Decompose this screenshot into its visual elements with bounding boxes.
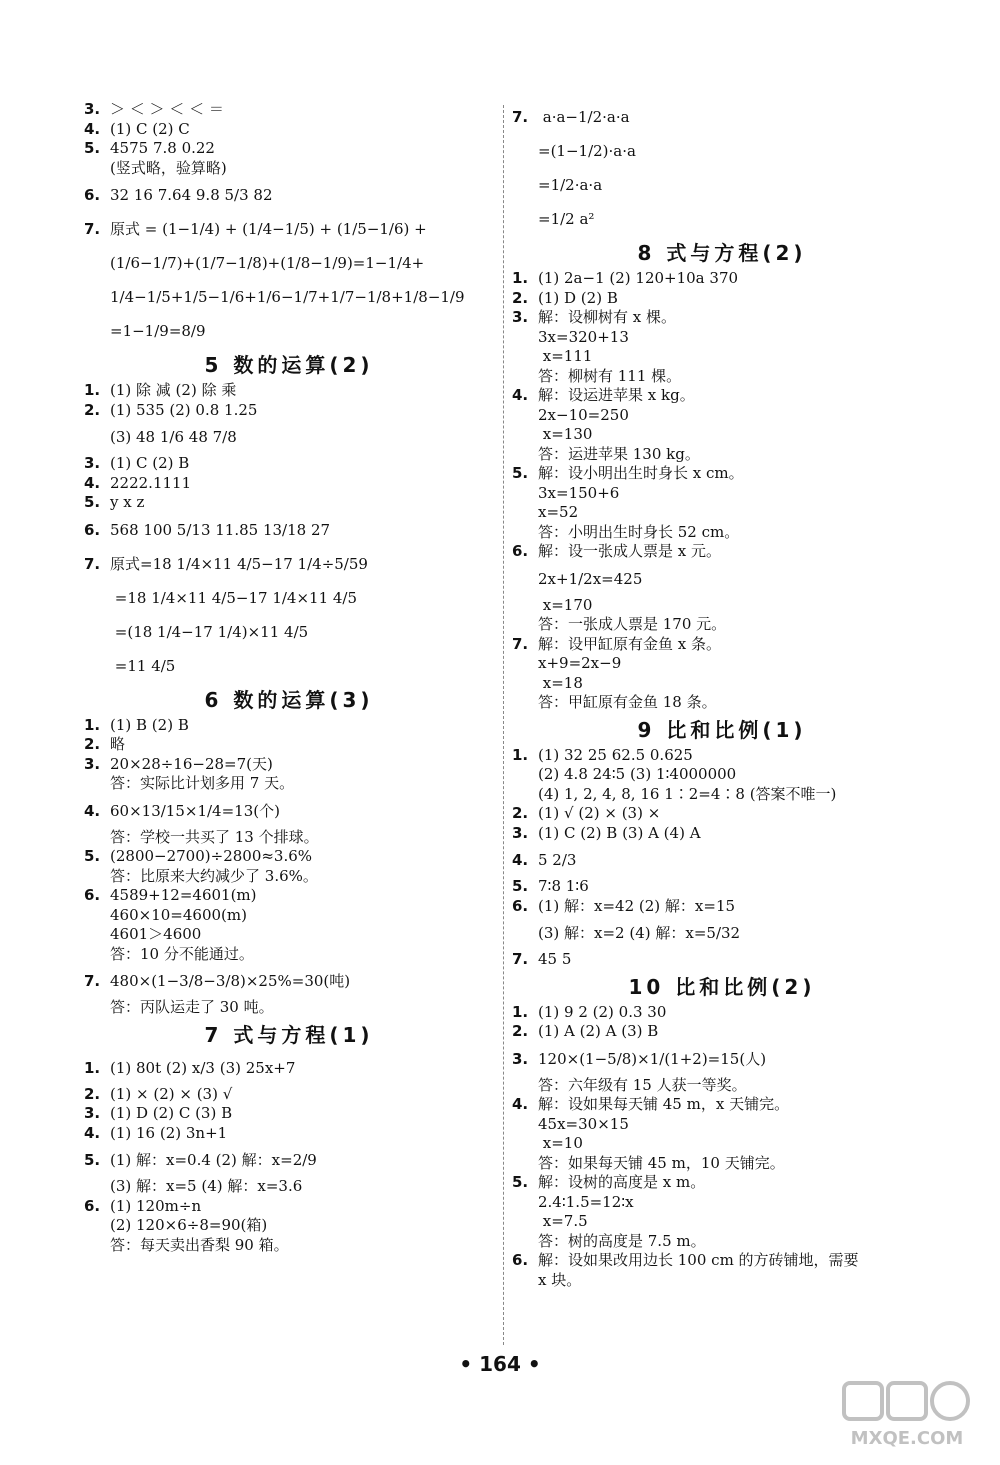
item-number: 4. — [84, 119, 101, 138]
item-number: 4. — [84, 1123, 101, 1142]
answer-continuation — [512, 1115, 932, 1135]
answer-item — [84, 212, 494, 246]
answer-item — [84, 735, 494, 755]
answer-continuation — [84, 867, 494, 887]
section-heading: 7 式与方程(1) — [204, 1022, 374, 1047]
answer-text: 答：六年级有 15 人获一等奖。 — [538, 1075, 747, 1094]
answer-item — [512, 1042, 932, 1076]
answer-continuation — [84, 1236, 494, 1256]
answer-text: 答：一张成人票是 170 元。 — [538, 615, 727, 633]
item-number: 4. — [84, 473, 101, 492]
answer-item — [84, 886, 494, 906]
page-number: • 164 • — [459, 1352, 541, 1376]
answer-continuation — [512, 1154, 932, 1174]
answer-text: 60×13/15×1/4=13(个) — [110, 801, 280, 820]
answer-item — [84, 139, 494, 159]
item-number: 2. — [512, 288, 529, 307]
answer-text: x=10 — [538, 1134, 583, 1152]
answer-continuation — [512, 406, 932, 426]
item-number: 3. — [84, 454, 101, 472]
answer-text: (竖式略，验算略) — [110, 158, 227, 177]
answer-item — [84, 120, 494, 140]
item-number: 3. — [512, 1049, 529, 1068]
answer-item — [84, 100, 494, 120]
answer-continuation — [512, 916, 932, 950]
answer-continuation — [512, 1134, 932, 1154]
answer-continuation — [512, 1271, 932, 1291]
item-number: 6. — [84, 1196, 101, 1215]
answer-continuation — [512, 1193, 932, 1213]
item-number: 6. — [84, 886, 101, 904]
section-heading: 5 数的运算(2) — [204, 353, 374, 377]
item-number: 1. — [512, 745, 529, 764]
answer-text: 略 — [110, 735, 126, 753]
answer-text: 4589+12=4601(m) — [110, 886, 257, 904]
item-number: 4. — [512, 1095, 529, 1113]
answer-item — [512, 1251, 932, 1271]
answer-text: (1) 16 (2) 3n+1 — [110, 1123, 228, 1142]
answer-text: (1) C (2) B — [110, 454, 190, 472]
answer-item — [512, 542, 932, 562]
item-number: 7. — [512, 108, 529, 126]
answer-text: 568 100 5/13 11.85 13/18 27 — [110, 520, 331, 539]
answer-item — [512, 950, 932, 970]
answer-text: (1) A (2) A (3) B — [538, 1022, 659, 1040]
item-number: 7. — [84, 972, 101, 990]
item-number: 3. — [84, 754, 101, 773]
answer-continuation — [84, 615, 494, 649]
answer-text: (3) 48 1/6 48 7/8 — [110, 428, 237, 446]
answer-continuation — [512, 615, 932, 635]
item-number: 2. — [512, 804, 529, 822]
answer-item — [512, 877, 932, 897]
answer-text: 3x=150+6 — [538, 483, 620, 502]
answer-text: (1) 解：x=0.4 (2) 解：x=2/9 — [110, 1151, 317, 1169]
answer-text: (2) 4.8 24∶5 (3) 1∶4000000 — [538, 765, 737, 783]
answer-continuation — [512, 765, 932, 785]
answer-continuation — [512, 328, 932, 348]
answer-text: (4) 1, 2, 4, 8, 16 1∶2=4∶8 (答案不唯一) — [538, 784, 837, 803]
answer-continuation — [84, 906, 494, 926]
section-heading: 8 式与方程(2) — [637, 241, 807, 265]
answer-continuation — [512, 367, 932, 387]
answer-text: =1/2 a² — [538, 210, 595, 228]
answer-item — [512, 635, 932, 655]
answer-text: =(18 1/4−17 1/4)×11 4/5 — [110, 622, 309, 641]
watermark-logo — [832, 1379, 982, 1451]
item-number: 4. — [84, 801, 101, 820]
item-number: 1. — [84, 381, 101, 399]
answer-text: 480×(1−3/8−3/8)×25%=30(吨) — [110, 972, 351, 990]
answer-text: 32 16 7.64 9.8 5/3 82 — [110, 186, 273, 204]
answer-continuation — [512, 425, 932, 445]
item-number: 5. — [84, 1151, 101, 1169]
answer-item — [512, 746, 932, 766]
item-number: 7. — [84, 220, 101, 238]
item-number: 2. — [84, 1084, 101, 1103]
answer-text: (1) 535 (2) 0.8 1.25 — [110, 400, 258, 419]
answer-text: ＞ ＜ ＞ ＜ ＜ ＝ — [110, 100, 224, 118]
answer-text: 45x=30×15 — [538, 1114, 629, 1133]
answer-text: x 块。 — [538, 1270, 582, 1289]
answer-continuation — [84, 420, 494, 454]
item-number: 1. — [512, 269, 529, 287]
answer-text: (1/6−1/7)+(1/7−1/8)+(1/8−1/9)=1−1/4+ — [110, 254, 425, 272]
answer-continuation — [512, 693, 932, 713]
item-number: 6. — [84, 186, 101, 204]
answer-item — [512, 1095, 932, 1115]
answer-item — [84, 1104, 494, 1124]
answer-continuation — [84, 246, 494, 280]
answer-text: (3) 解：x=2 (4) 解：x=5/32 — [538, 924, 741, 942]
answer-text: 原式 = (1−1/4) + (1/4−1/5) + (1/5−1/6) + — [110, 220, 427, 238]
answer-continuation — [512, 1212, 932, 1232]
answer-text: 答：每天卖出香梨 90 箱。 — [110, 1235, 289, 1254]
item-number: 6. — [512, 896, 529, 915]
answer-text: 解：设运进苹果 x kg。 — [538, 386, 695, 404]
answer-continuation — [84, 581, 494, 615]
answer-text: 5 2/3 — [538, 851, 577, 869]
answer-text: 120×(1−5/8)×1/(1+2)=15(人) — [538, 1049, 767, 1068]
answer-text: x+9=2x−9 — [538, 654, 622, 672]
answer-continuation — [84, 314, 494, 348]
answer-text: x=130 — [538, 425, 593, 443]
answer-text: 45 5 — [538, 950, 572, 968]
answer-continuation — [512, 562, 932, 596]
answer-text: =18 1/4×11 4/5−17 1/4×11 4/5 — [110, 588, 358, 607]
answer-text: y x z — [110, 493, 145, 511]
answer-text: 答：学校一共买了 13 个排球。 — [110, 827, 319, 846]
answer-continuation — [512, 347, 932, 367]
answer-text: =1−1/9=8/9 — [110, 322, 206, 340]
answer-item — [84, 716, 494, 736]
column-divider — [503, 105, 504, 1345]
answer-text: 20×28÷16−28=7(天) — [110, 754, 273, 773]
answer-item — [512, 308, 932, 328]
section-heading: 10 比和比例(2) — [628, 974, 816, 999]
answer-text: (1) 32 25 62.5 0.625 — [538, 745, 693, 764]
answer-continuation — [84, 774, 494, 794]
answer-item — [512, 464, 932, 484]
item-number: 7. — [512, 950, 529, 968]
answer-item — [84, 547, 494, 581]
answer-item — [84, 1124, 494, 1144]
item-number: 6. — [512, 1251, 529, 1269]
answer-item — [512, 100, 932, 134]
answer-text: 460×10=4600(m) — [110, 905, 247, 924]
answer-text: (1) D (2) B — [538, 288, 618, 307]
answer-text: x=52 — [538, 503, 579, 521]
answer-continuation — [84, 998, 494, 1018]
answer-item — [512, 804, 932, 824]
item-number: 5. — [84, 139, 101, 157]
answer-item — [84, 1085, 494, 1105]
answer-continuation — [84, 945, 494, 965]
answer-item — [84, 401, 494, 421]
answer-text: 解：设一张成人票是 x 元。 — [538, 542, 721, 560]
answer-text: (1) B (2) B — [110, 715, 189, 734]
answer-text: 答：比原来大约减少了 3.6%。 — [110, 866, 318, 885]
answer-text: x=170 — [538, 595, 593, 614]
answer-text: 1/4−1/5+1/5−1/6+1/6−1/7+1/7−1/8+1/8−1/9 — [110, 288, 465, 306]
answer-text: 答：10 分不能通过。 — [110, 944, 254, 963]
answer-text: 解：设如果每天铺 45 m，x 天铺完。 — [538, 1095, 790, 1113]
answer-text: 答：丙队运走了 30 吨。 — [110, 998, 274, 1016]
item-number: 5. — [512, 877, 529, 895]
answer-item — [512, 824, 932, 844]
item-number: 2. — [84, 400, 101, 419]
item-number: 5. — [512, 1173, 529, 1191]
answer-text: (1) 2a−1 (2) 120+10a 370 — [538, 269, 739, 287]
answer-text: 答：柳树有 111 棵。 — [538, 366, 682, 385]
answer-continuation — [512, 654, 932, 674]
answer-text: 2x+1/2x=425 — [538, 569, 643, 588]
answer-item — [84, 1051, 494, 1085]
right-column — [512, 100, 932, 1290]
answer-text: (1) 解：x=42 (2) 解：x=15 — [538, 896, 736, 915]
answer-text: (1) 除 减 (2) 除 乘 — [110, 381, 237, 399]
section-heading: 6 数的运算(3) — [204, 687, 374, 712]
answer-item — [512, 843, 932, 877]
answer-continuation — [512, 484, 932, 504]
answer-item — [84, 454, 494, 474]
answer-item — [512, 897, 932, 917]
answer-continuation — [84, 925, 494, 945]
answer-text: 原式=18 1/4×11 4/5−17 1/4÷5/59 — [110, 554, 368, 573]
item-number: 1. — [512, 1002, 529, 1021]
answer-item — [512, 1022, 932, 1042]
answer-item — [84, 755, 494, 775]
item-number: 2. — [512, 1022, 529, 1040]
answer-text: 7∶8 1∶6 — [538, 877, 589, 895]
answer-text: 4575 7.8 0.22 — [110, 139, 215, 157]
item-number: 5. — [84, 847, 101, 865]
answer-text: (1) C (2) C — [110, 119, 190, 138]
answer-text: 2.4∶1.5=12∶x — [538, 1192, 634, 1211]
answer-text: =(1−1/2)·a·a — [538, 142, 636, 160]
item-number: 4. — [512, 851, 529, 869]
answer-text: =1/2·a·a — [538, 176, 603, 194]
answer-text: 答：小明出生时身长 52 cm。 — [538, 522, 740, 541]
answer-text: (1) C (2) B (3) A (4) A — [538, 823, 701, 842]
item-number: 5. — [512, 464, 529, 482]
answer-item — [84, 474, 494, 494]
answer-item — [512, 386, 932, 406]
answer-item — [512, 289, 932, 309]
answer-item — [84, 964, 494, 998]
answer-text: 答：实际比计划多用 7 天。 — [110, 774, 295, 792]
item-number: 3. — [84, 1104, 101, 1122]
answer-continuation — [84, 649, 494, 683]
answer-item — [84, 1143, 494, 1177]
answer-continuation — [84, 159, 494, 179]
answer-text: (1) 120m÷n — [110, 1196, 202, 1215]
item-number: 1. — [84, 1058, 101, 1077]
answer-text: 2222.1111 — [110, 473, 192, 492]
answer-continuation — [84, 1216, 494, 1236]
answer-continuation — [512, 168, 932, 202]
answer-text: 2x−10=250 — [538, 405, 629, 424]
item-number: 5. — [84, 493, 101, 511]
answer-text: (1) 80t (2) x/3 (3) 25x+7 — [110, 1058, 296, 1077]
answer-text: (1) D (2) C (3) B — [110, 1104, 233, 1122]
answer-continuation — [512, 134, 932, 168]
answer-continuation — [512, 202, 932, 236]
answer-continuation — [512, 1076, 932, 1096]
answer-continuation — [84, 280, 494, 314]
answer-text: (2800−2700)÷2800≈3.6% — [110, 847, 313, 865]
answer-continuation — [512, 596, 932, 616]
answer-continuation — [512, 785, 932, 805]
answer-text: (1) √ (2) × (3) × — [538, 804, 661, 822]
item-number: 2. — [84, 735, 101, 753]
answer-continuation — [512, 445, 932, 465]
answer-item — [512, 1173, 932, 1193]
item-number: 1. — [84, 715, 101, 734]
answer-text: 解：设甲缸原有金鱼 x 条。 — [538, 634, 721, 653]
watermark-emblem-icon — [842, 1379, 972, 1423]
left-column — [84, 100, 494, 1255]
answer-text: =11 4/5 — [110, 656, 176, 675]
answer-continuation — [512, 503, 932, 523]
answer-text: 答：如果每天铺 45 m，10 天铺完。 — [538, 1153, 785, 1172]
answer-item — [512, 269, 932, 289]
answer-text: (1) × (2) × (3) √ — [110, 1084, 233, 1103]
answer-text: 答：树的高度是 7.5 m。 — [538, 1231, 706, 1250]
answer-continuation — [84, 1177, 494, 1197]
answer-item — [84, 1197, 494, 1217]
item-number: 3. — [512, 308, 529, 326]
answer-text: (1) 9 2 (2) 0.3 30 — [538, 1002, 667, 1021]
answer-text: x=7.5 — [538, 1212, 588, 1230]
answer-continuation — [84, 828, 494, 848]
answer-text: 4601＞4600 — [110, 925, 202, 943]
answer-item — [84, 847, 494, 867]
item-number: 6. — [84, 520, 101, 539]
answer-text: 解：设小明出生时身长 x cm。 — [538, 464, 744, 482]
answer-continuation — [512, 1232, 932, 1252]
answer-item — [512, 1003, 932, 1023]
answer-item — [84, 513, 494, 547]
item-number: 3. — [84, 100, 101, 118]
answer-text: 答：甲缸原有金鱼 18 条。 — [538, 693, 717, 711]
watermark-text: MXQE.COM — [850, 1428, 964, 1449]
answer-text: x=18 — [538, 673, 583, 692]
answer-item — [84, 381, 494, 401]
answer-item — [84, 493, 494, 513]
answer-item — [84, 178, 494, 212]
answer-continuation — [512, 523, 932, 543]
answer-text: (3) 解：x=5 (4) 解：x=3.6 — [110, 1177, 303, 1195]
answer-text: a·a−1/2·a·a — [538, 108, 630, 126]
item-number: 4. — [512, 386, 529, 404]
answer-text: x=111 — [538, 347, 593, 365]
section-heading: 9 比和比例(1) — [637, 717, 807, 742]
answer-text: (2) 120×6÷8=90(箱) — [110, 1216, 268, 1234]
answer-text: 解：设柳树有 x 棵。 — [538, 308, 676, 326]
answer-text: 答：运进苹果 130 kg。 — [538, 444, 700, 463]
item-number: 7. — [84, 554, 101, 573]
answer-text: 解：设树的高度是 x m。 — [538, 1173, 706, 1191]
item-number: 3. — [512, 823, 529, 842]
item-number: 7. — [512, 634, 529, 653]
answer-text: 3x=320+13 — [538, 327, 629, 346]
item-number: 6. — [512, 542, 529, 560]
answer-text: 解：设如果改用边长 100 cm 的方砖铺地，需要 — [538, 1251, 859, 1269]
answer-item — [84, 794, 494, 828]
answer-continuation — [512, 674, 932, 694]
